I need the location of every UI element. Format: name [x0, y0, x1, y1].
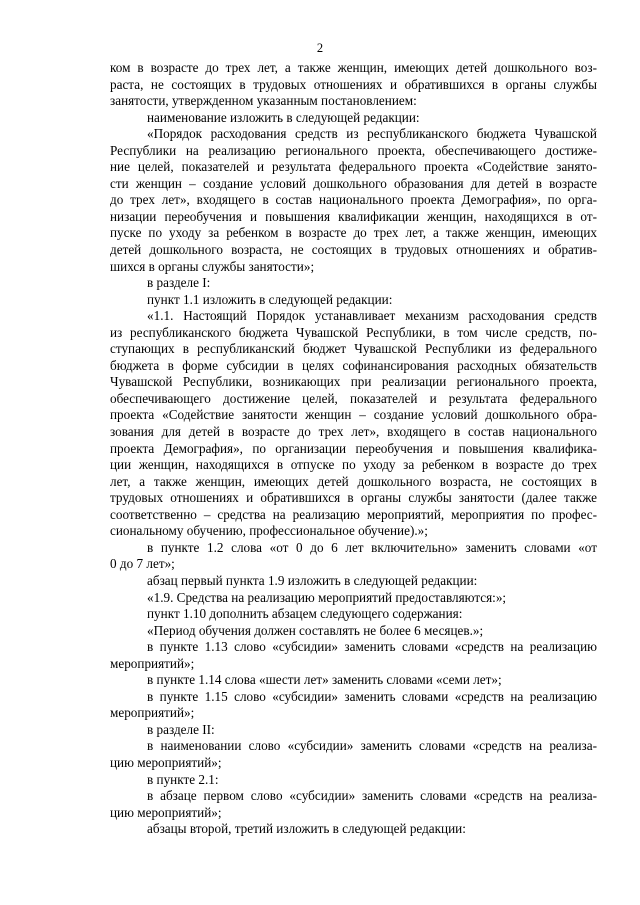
- text-line: проекта Демография», по организации переобучения и повышения квалифика-: [110, 440, 597, 456]
- text-line: в пункте 1.14 слова «шести лет» заменить словами «семи лет»;: [147, 672, 502, 688]
- text-line: абзацы второй, третий изложить в следующей редакции:: [147, 821, 466, 837]
- text-line: Чувашской Республики, возникающих при реализации регионального проекта,: [110, 374, 597, 390]
- text-line: детей дошкольного возраста, не состоящих в трудовых отношениях и обратив-: [110, 242, 597, 258]
- text-line: зования для детей в возрасте до трех лет», входящего в состав национального: [110, 424, 597, 440]
- text-line: сти женщин – создание условий дошкольного образования для детей в возрасте: [110, 175, 597, 191]
- text-line: лет, а также женщин, имеющих детей дошкольного возраста, не состоящих в: [110, 473, 597, 489]
- text-line: в пункте 1.2 слова «от 0 до 6 лет включительно» заменить словами «от: [147, 539, 597, 555]
- text-line: мероприятий»;: [110, 705, 195, 721]
- text-line: мероприятий»;: [110, 655, 195, 671]
- text-line: в разделе I:: [147, 275, 211, 291]
- text-line: цию мероприятий»;: [110, 804, 222, 820]
- text-line: обеспечивающего достижение целей, показателей и результата федерального: [110, 390, 597, 406]
- text-line: пункт 1.10 дополнить абзацем следующего содержания:: [147, 606, 463, 622]
- text-line: ступающих в республиканский бюджет Чувашской Республики из федерального: [110, 341, 597, 357]
- text-line: в разделе II:: [147, 721, 215, 737]
- page-number: 2: [316, 41, 324, 55]
- text-line: наименование изложить в следующей редакции:: [147, 109, 420, 125]
- text-line: проекта «Содействие занятости женщин – создание условий дошкольного обра-: [110, 407, 597, 423]
- text-line: Республики на реализацию регионального проекта, обеспечивающего достиже-: [110, 142, 597, 158]
- text-line: в абзаце первом слово «субсидии» заменить словами «средств на реализа-: [147, 788, 597, 804]
- text-line: «1.1. Настоящий Порядок устанавливает механизм расходования средств: [147, 308, 597, 324]
- text-line: пункт 1.1 изложить в следующей редакции:: [147, 291, 393, 307]
- text-line: «Порядок расходования средств из республиканского бюджета Чувашской: [147, 126, 597, 142]
- text-line: «Период обучения должен составлять не более 6 месяцев.»;: [147, 622, 484, 638]
- text-line: 0 до 7 лет»;: [110, 556, 175, 572]
- text-line: соответственно – средства на реализацию мероприятий, мероприятия по профес-: [110, 506, 597, 522]
- text-line: сиональному обучению, профессиональное обучение).»;: [110, 523, 428, 539]
- text-line: «1.9. Средства на реализацию мероприятий предоставляются:»;: [147, 589, 507, 605]
- text-line: в пункте 1.13 слово «субсидии» заменить словами «средств на реализацию: [147, 639, 597, 655]
- text-line: до трех лет», входящего в состав национального проекта Демография», по орга-: [110, 192, 597, 208]
- text-line: бюджета в форме субсидии в целях софинансирования расходных обязательств: [110, 357, 597, 373]
- document-body: [110, 60, 597, 838]
- text-line: из республиканского бюджета Чувашской Республики, в том числе средств, по-: [110, 324, 597, 340]
- text-line: ции женщин, находящихся в отпуске по уходу за ребенком в возрасте до трех: [110, 457, 597, 473]
- text-line: абзац первый пункта 1.9 изложить в следующей редакции:: [147, 572, 478, 588]
- text-line: в пункте 2.1:: [147, 771, 219, 787]
- text-line: ком в возрасте до трех лет, а также женщин, имеющих детей дошкольного воз-: [110, 60, 597, 75]
- text-line: раста, не состоящих в трудовых отношениях и обратившихся в органы службы: [110, 76, 597, 92]
- text-line: в наименовании слово «субсидии» заменить словами «средств на реализа-: [147, 738, 597, 754]
- text-line: трудовых отношениях и обратившихся в органы службы занятости (далее также: [110, 490, 597, 506]
- text-line: занятости, утвержденном указанным постановлением:: [110, 93, 417, 109]
- text-line: низации переобучения и повышения квалификации женщин, находящихся в от-: [110, 208, 597, 224]
- text-line: ние целей, показателей и результата федерального проекта «Содействие занято-: [110, 159, 597, 175]
- text-line: цию мероприятий»;: [110, 754, 222, 770]
- text-line: пуске по уходу за ребенком в возрасте до трех лет, а также женщин, имеющих: [110, 225, 597, 241]
- text-line: шихся в органы службы занятости»;: [110, 258, 315, 274]
- text-line: в пункте 1.15 слово «субсидии» заменить словами «средств на реализацию: [147, 688, 597, 704]
